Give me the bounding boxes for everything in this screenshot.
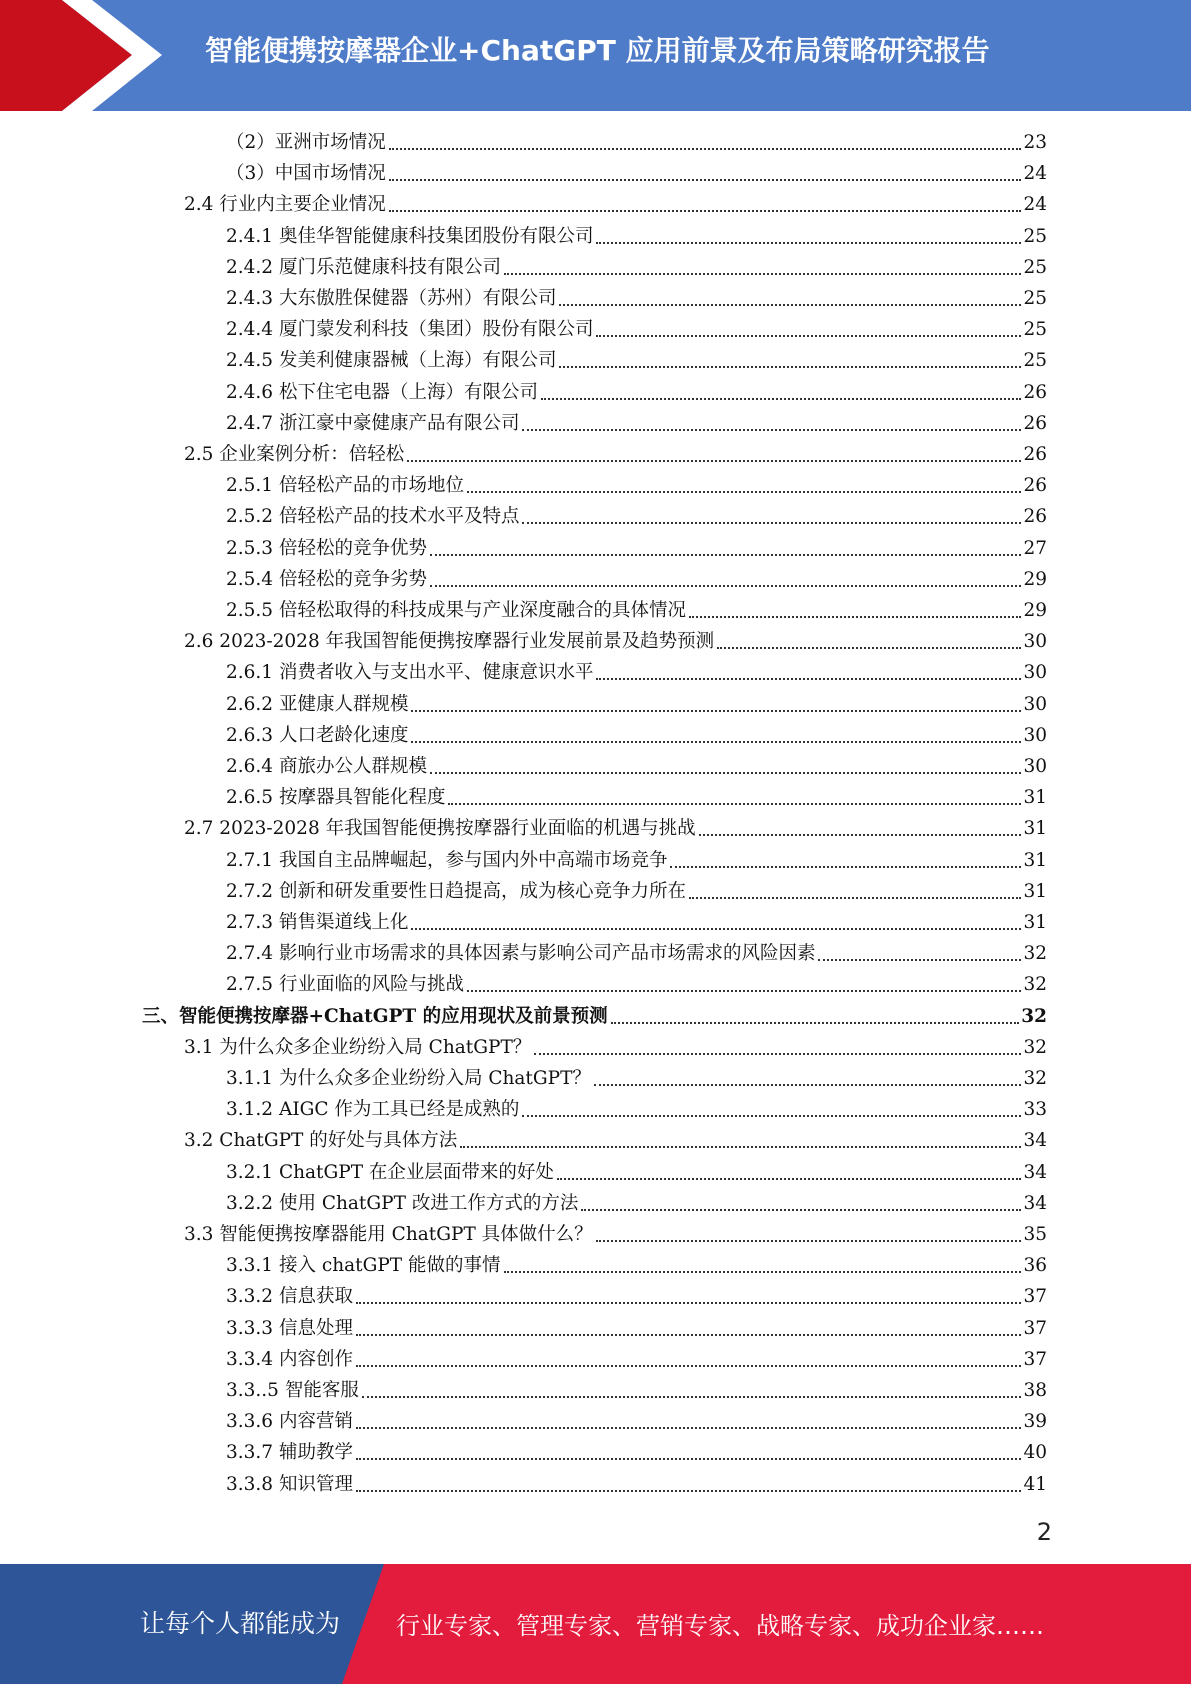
toc-dot-leader [670,866,1021,868]
toc-entry-page: 38 [1023,1380,1047,1401]
toc-entry-title: 2.5 企业案例分析：倍轻松 [184,444,405,465]
toc-entry[interactable] [226,314,1047,345]
toc-dot-leader [411,741,1021,743]
toc-entry-page: 25 [1023,350,1047,372]
toc-entry[interactable] [226,408,1047,439]
toc-entry-page: 26 [1023,412,1047,434]
toc-dot-leader [522,522,1021,524]
toc-entry[interactable] [226,938,1047,969]
toc-dot-leader [504,1271,1022,1273]
toc-dot-leader [559,304,1021,306]
toc-entry-title: 3.3.7 辅助教学 [226,1442,353,1464]
toc-dot-leader [411,710,1021,712]
toc-dot-leader [356,1365,1022,1367]
toc-entry-title: 3.2 ChatGPT 的好处与具体方法 [184,1130,458,1152]
toc-entry-page: 25 [1023,319,1047,341]
toc-dot-leader [594,1084,1022,1086]
toc-entry-page: 32 [1023,1036,1047,1058]
page-number: 2 [1036,1518,1052,1546]
toc-dot-leader [460,1146,1021,1148]
toc-entry[interactable] [226,501,1047,532]
toc-dot-leader [389,179,1022,181]
toc-entry-title: 3.3.6 内容营销 [226,1411,353,1433]
toc-entry-title: 2.4.5 发美利健康器械（上海）有限公司 [226,350,557,372]
toc-entry-title: 3.2.2 使用 ChatGPT 改进工作方式的方法 [226,1192,579,1214]
toc-entry-title: 2.4.6 松下住宅电器（上海）有限公司 [226,381,538,403]
toc-entry-title: 2.6.2 亚健康人群规模 [226,693,409,715]
report-header [0,0,1191,111]
toc-entry-page: 26 [1023,475,1047,497]
toc-entry-title: 2.5.4 倍轻松的竞争劣势 [226,568,427,590]
toc-entry[interactable] [226,252,1047,283]
toc-dot-leader [596,242,1021,244]
toc-entry-page: 31 [1023,912,1047,933]
toc-entry-page: 30 [1023,693,1047,715]
toc-entry-title: 2.6.5 按摩器具智能化程度 [226,787,446,809]
toc-entry-page: 41 [1023,1473,1047,1495]
toc-entry[interactable] [226,876,1047,907]
toc-entry-page: 37 [1023,1348,1047,1370]
toc-dot-leader [362,1396,1022,1398]
toc-entry[interactable] [226,907,1047,938]
toc-dot-leader [596,1240,1022,1242]
toc-entry-title: 3.3.2 信息获取 [226,1286,353,1308]
toc-entry-page: 23 [1023,132,1047,153]
toc-dot-leader [818,959,1021,961]
toc-entry-page: 24 [1023,163,1047,185]
toc-dot-leader [467,491,1021,493]
toc-entry-page: 30 [1023,631,1047,653]
toc-entry[interactable] [184,626,1047,657]
toc-dot-leader [389,148,1022,150]
toc-entry[interactable] [142,1001,1047,1032]
toc-entry-page: 37 [1023,1317,1047,1339]
toc-entry[interactable] [226,158,1047,189]
toc-entry[interactable] [184,189,1047,220]
toc-entry[interactable] [226,657,1047,688]
toc-dot-leader [611,1022,1020,1024]
toc-entry[interactable] [184,813,1047,844]
toc-dot-leader [356,1334,1022,1336]
toc-entry-page: 29 [1023,600,1047,621]
toc-entry[interactable] [226,1250,1047,1281]
toc-entry-page: 34 [1023,1161,1047,1183]
toc-entry[interactable] [226,720,1047,751]
toc-entry-page: 33 [1023,1099,1047,1121]
toc-entry-page: 32 [1023,943,1047,965]
toc-dot-leader [534,1053,1021,1055]
toc-entry-title: 3.1.1 为什么众多企业纷纷入局 ChatGPT？ [226,1068,591,1089]
toc-dot-leader [356,1427,1022,1429]
toc-entry-page: 26 [1023,506,1047,528]
toc-entry-title: 2.6.1 消费者收入与支出水平、健康意识水平 [226,662,594,684]
toc-dot-leader [356,1458,1022,1460]
toc-entry[interactable] [226,1406,1047,1437]
toc-dot-leader [557,1178,1022,1180]
toc-entry-page: 35 [1023,1224,1047,1245]
toc-entry[interactable] [226,845,1047,876]
toc-entry[interactable] [226,1157,1047,1188]
toc-entry-title: 2.4.7 浙江豪中豪健康产品有限公司 [226,412,520,434]
toc-entry[interactable] [184,439,1047,470]
toc-entry-title: 2.6.3 人口老龄化速度 [226,724,409,746]
toc-dot-leader [522,429,1021,431]
toc-entry-page: 24 [1023,194,1047,216]
toc-entry[interactable] [226,533,1047,564]
toc-entry-title: 2.7.1 我国自主品牌崛起，参与国内外中高端市场竞争 [226,849,668,871]
toc-entry[interactable] [226,751,1047,782]
toc-dot-leader [389,210,1022,212]
toc-dot-leader [699,834,1022,836]
toc-entry[interactable] [226,1469,1047,1500]
toc-entry-title: 3.3.8 知识管理 [226,1473,353,1495]
toc-entry-page: 32 [1023,1068,1047,1089]
toc-entry-page: 27 [1023,537,1047,559]
toc-entry-page: 34 [1023,1130,1047,1152]
toc-entry-title: 2.7.2 创新和研发重要性日趋提高，成为核心竞争力所在 [226,880,686,902]
toc-entry-page: 31 [1023,818,1047,840]
toc-entry[interactable] [226,969,1047,1000]
toc-entry[interactable] [226,1344,1047,1375]
toc-entry[interactable] [184,1032,1047,1063]
toc-entry-title: 3.3.1 接入 chatGPT 能做的事情 [226,1255,501,1277]
toc-entry-title: 2.4.2 厦门乐范健康科技有限公司 [226,256,501,278]
toc-entry[interactable] [226,377,1047,408]
toc-entry-page: 30 [1023,662,1047,684]
toc-entry-page: 36 [1023,1255,1047,1277]
toc-dot-leader [407,460,1021,462]
toc-entry-title: （3）中国市场情况 [226,163,386,185]
toc-dot-leader [430,585,1021,587]
toc-entry-title: 3.1.2 AIGC 作为工具已经是成熟的 [226,1099,520,1121]
toc-dot-leader [581,1209,1021,1211]
toc-entry-title: 3.3.4 内容创作 [226,1348,353,1370]
toc-entry[interactable] [226,127,1047,158]
toc-dot-leader [596,678,1021,680]
toc-entry-page: 31 [1023,849,1047,871]
toc-entry-page: 40 [1023,1442,1047,1464]
toc-dot-leader [467,990,1021,992]
toc-entry[interactable] [184,1125,1047,1156]
toc-entry-title: 2.7.4 影响行业市场需求的具体因素与影响公司产品市场需求的风险因素 [226,943,816,965]
toc-entry-title: 2.7 2023-2028 年我国智能便携按摩器行业面临的机遇与挑战 [184,818,696,840]
toc-entry-page: 32 [1021,1005,1047,1027]
toc-dot-leader [689,897,1021,899]
toc-entry-title: 2.4.4 厦门蒙发利科技（集团）股份有限公司 [226,319,594,341]
report-title: 智能便携按摩器企业+ChatGPT 应用前景及布局策略研究报告 [205,34,990,67]
toc-entry-page: 31 [1023,880,1047,902]
toc-entry-title: 2.6.4 商旅办公人群规模 [226,756,427,777]
footer-slogan-right: 行业专家、管理专家、营销专家、战略专家、成功企业家…… [396,1612,1044,1640]
toc-entry[interactable] [226,595,1047,626]
toc-entry-title: 2.4.1 奥佳华智能健康科技集团股份有限公司 [226,225,594,247]
report-footer [0,1564,1191,1684]
toc-entry-page: 25 [1023,288,1047,309]
toc-entry[interactable] [226,1437,1047,1468]
toc-entry[interactable] [226,1375,1047,1406]
toc-dot-leader [689,616,1021,618]
footer-slogan-left: 让每个人都能成为 [140,1609,341,1638]
toc-entry-title: 2.7.3 销售渠道线上化 [226,912,409,933]
toc-entry-title: 3.2.1 ChatGPT 在企业层面带来的好处 [226,1161,554,1183]
toc-dot-leader [411,928,1021,930]
toc-entry[interactable] [184,1219,1047,1250]
toc-entry-title: 2.5.2 倍轻松产品的技术水平及特点 [226,506,520,528]
toc-entry-title: 3.1 为什么众多企业纷纷入局 ChatGPT？ [184,1036,532,1058]
toc-dot-leader [596,335,1021,337]
toc-entry-title: 2.5.5 倍轻松取得的科技成果与产业深度融合的具体情况 [226,600,686,621]
toc-entry[interactable] [226,345,1047,376]
toc-entry[interactable] [226,1313,1047,1344]
toc-entry[interactable] [226,1063,1047,1094]
toc-entry-page: 26 [1023,381,1047,403]
toc-entry-page: 30 [1023,724,1047,746]
toc-entry[interactable] [226,1188,1047,1219]
toc-entry-page: 37 [1023,1286,1047,1308]
toc-entry-page: 30 [1023,756,1047,777]
toc-entry-page: 39 [1023,1411,1047,1433]
toc-entry-page: 29 [1023,568,1047,590]
toc-entry[interactable] [226,1094,1047,1125]
toc-dot-leader [356,1490,1022,1492]
toc-entry[interactable] [226,283,1047,314]
toc-entry-title: 2.4.3 大东傲胜保健器（苏州）有限公司 [226,288,557,309]
toc-entry-page: 26 [1023,444,1047,465]
toc-dot-leader [559,366,1021,368]
toc-dot-leader [541,398,1021,400]
toc-entry-title: 2.5.3 倍轻松的竞争优势 [226,537,427,559]
toc-entry-page: 25 [1023,256,1047,278]
toc-entry[interactable] [226,470,1047,501]
toc-entry-title: 3.3 智能便携按摩器能用 ChatGPT 具体做什么？ [184,1224,593,1245]
toc-dot-leader [717,647,1021,649]
toc-entry-title: 2.4 行业内主要企业情况 [184,194,386,216]
toc-dot-leader [430,772,1021,774]
toc-entry-page: 34 [1023,1192,1047,1214]
toc-entry-page: 32 [1023,974,1047,996]
toc-dot-leader [356,1302,1022,1304]
toc-entry-title: （2）亚洲市场情况 [226,132,386,153]
toc-dot-leader [430,554,1021,556]
toc-entry-title: 2.5.1 倍轻松产品的市场地位 [226,475,464,497]
toc-entry[interactable] [226,782,1047,813]
toc-dot-leader [504,273,1021,275]
toc-entry-title: 三、智能便携按摩器+ChatGPT 的应用现状及前景预测 [142,1005,608,1027]
toc-entry-page: 25 [1023,225,1047,247]
toc-entry[interactable] [226,1281,1047,1312]
toc-entry-title: 2.7.5 行业面临的风险与挑战 [226,974,464,996]
toc-entry[interactable] [226,689,1047,720]
toc-entry-title: 3.3.3 信息处理 [226,1317,353,1339]
toc-entry-title: 3.3..5 智能客服 [226,1380,359,1401]
toc-entry[interactable] [226,564,1047,595]
toc-entry-title: 2.6 2023-2028 年我国智能便携按摩器行业发展前景及趋势预测 [184,631,715,653]
toc-dot-leader [522,1115,1021,1117]
toc-entry-page: 31 [1023,787,1047,809]
toc-dot-leader [448,803,1021,805]
toc-entry[interactable] [226,221,1047,252]
